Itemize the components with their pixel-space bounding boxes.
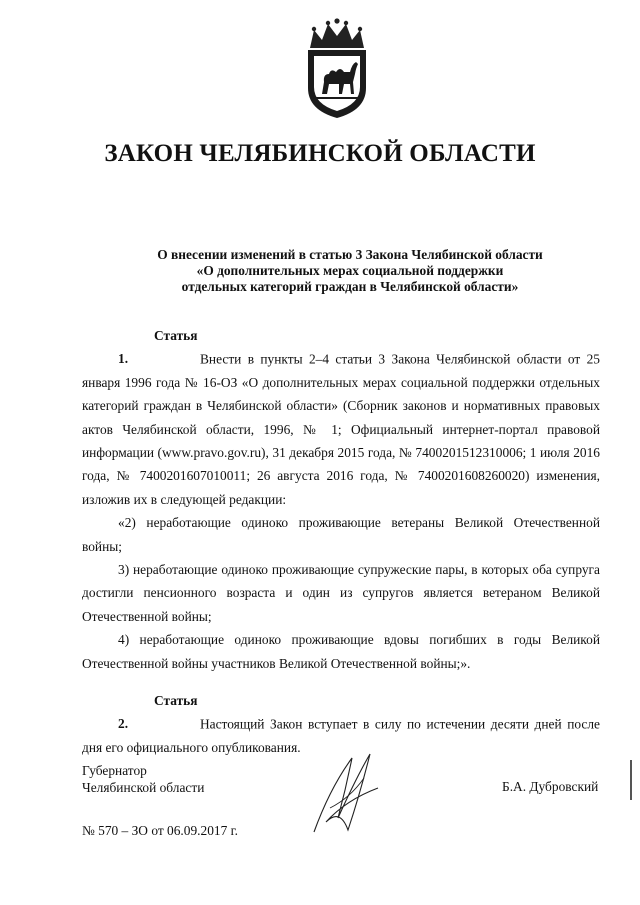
article-1-paragraph [82, 324, 600, 511]
article-1-item: «2) неработающие одиноко проживающие ветераны Великой Отечественной войны; [82, 515, 600, 554]
subtitle-line: О внесении изменений в статью 3 Закона Челябинской области [157, 247, 543, 262]
document-title: ЗАКОН ЧЕЛЯБИНСКОЙ ОБЛАСТИ [104, 140, 536, 167]
coat-of-arms-icon [296, 18, 378, 120]
article-1-item: 3) неработающие одиноко проживающие супружеские пары, в которых оба супруга достигли пенсионного возраста и один из супругов является ветераном Великой Отечественной войны; [82, 562, 600, 624]
scan-edge-mark [630, 760, 632, 800]
position-line: Губернатор [82, 763, 147, 778]
article-1-item: 4) неработающие одиноко проживающие вдовы погибших в годы Великой Отечественной войны участников Великой Отечественной войны;». [82, 632, 600, 671]
article-2-text: Настоящий Закон вступает в силу по истечении десяти дней после дня его официального опубликования. [82, 716, 600, 755]
signature-icon [300, 748, 400, 838]
signer-name: Б.А. Дубровский [502, 779, 599, 794]
article-1-heading: Статья 1. [118, 328, 198, 367]
article-1 [82, 324, 600, 675]
article-2-heading: Статья 2. [118, 693, 198, 732]
article-1-text: Внести в пункты 2–4 статьи 3 Закона Челябинской области от 25 января 1996 года № 16-ОЗ «О дополнительных мерах социальной поддержки отдельных категорий граждан в Челябинской области» (Сборник законов и нормативных правовых актов Челябинской области, 1996, № 1; Официальный интернет-портал правовой информации (www.pravo.gov.ru), 31 декабря 2015 года, № 7400201512310006; 1 июля 2016 года, № 7400201607010011; 26 августа 2016 года, № 7400201608260020) изменения, изложив их в следующей редакции: [82, 351, 600, 507]
governor-position [82, 762, 204, 796]
law-number-date: № 570 – ЗО от 06.09.2017 г. [82, 823, 238, 838]
subtitle-line: «О дополнительных мерах социальной поддержки [196, 263, 504, 278]
position-line: Челябинской области [82, 780, 205, 795]
subtitle-line: отдельных категорий граждан в Челябинской области» [181, 279, 519, 294]
document-subtitle [0, 247, 640, 295]
